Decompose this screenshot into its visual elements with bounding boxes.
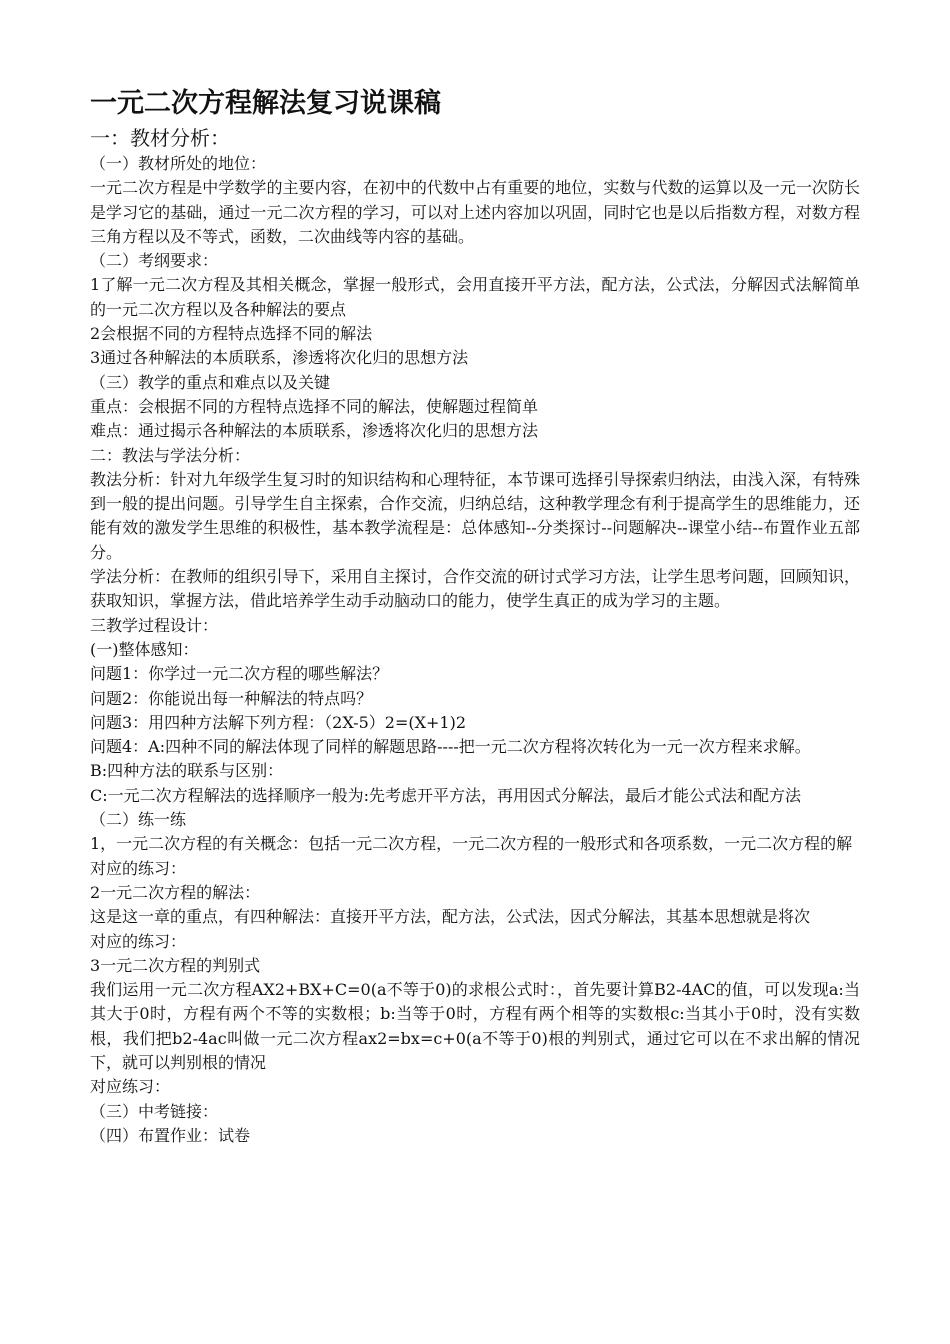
- practice-3-body: 我们运用一元二次方程AX2+BX+C=0(a不等于0)的求根公式时：，首先要计算B2-4AC的值，可以发现a:当其大于0时，方程有两个不等的实数根；b:当等于0时，方程有两个相等的实数根c:当其小于0时，没有实数根，我们把b2-4ac叫做一元二次方程ax2=bx=c+0(a不等于0)根的判别式，通过它可以在不求出解的情况下，就可以判别根的情况: [90, 980, 860, 1072]
- section-heading-2: 二：教法与学法分析：: [90, 445, 251, 465]
- subheading-key-points: （三）教学的重点和难点以及关键: [90, 372, 331, 392]
- question-3: 问题3：用四种方法解下列方程：（2X-5）2=(X+1)2: [90, 712, 466, 732]
- question-4: 问题4：A:四种不同的解法体现了同样的解题思路----把一元二次方程将次转化为一元一次方程来求解。: [90, 737, 811, 757]
- requirement-item-1: 1了解一元二次方程及其相关概念，掌握一般形式，会用直接开平方法，配方法，公式法，分解因式法解简单的一元二次方程以及各种解法的要点: [90, 275, 860, 319]
- subheading-overall: (一)整体感知：: [90, 639, 199, 659]
- difficult-point: 难点：通过揭示各种解法的本质联系，渗透将次化归的思想方法: [90, 421, 539, 441]
- paragraph-teaching-method: 教法分析：针对九年级学生复习时的知识结构和心理特征，本节课可选择引导探索归纳法，由浅入深，有特殊到一般的提出问题。引导学生自主探索，合作交流，归纳总结，这种教学理念有利于提高学生的思维能力，还能有效的激发学生思维的积极性，基本教学流程是：总体感知--分类探讨--问题解决--课堂小结--布置作业五部分。: [90, 469, 860, 562]
- practice-3-exercise: 对应练习：: [90, 1077, 171, 1097]
- practice-3: 3一元二次方程的判别式: [90, 955, 261, 975]
- key-point: 重点：会根据不同的方程特点选择不同的解法，使解题过程简单: [90, 396, 539, 416]
- practice-2: 2一元二次方程的解法：: [90, 882, 261, 902]
- subheading-position: （一）教材所处的地位：: [90, 154, 267, 173]
- question-2: 问题2：你能说出每一种解法的特点吗？: [90, 688, 373, 708]
- practice-1-exercise: 对应的练习：: [90, 858, 187, 878]
- subheading-practice: （二）练一练: [90, 810, 187, 830]
- paragraph-learning-method: 学法分析：在教师的组织引导下，采用自主探讨，合作交流的研讨式学习方法，让学生思考问题，回顾知识，获取知识，掌握方法，借此培养学生动手动脑动口的能力，使学生真正的成为学习的主题。: [90, 567, 860, 611]
- practice-2-body: 这是这一章的重点，有四种解法：直接开平方法，配方法，公式法，因式分解法，其基本思想就是将次: [90, 907, 811, 927]
- requirement-item-3: 3通过各种解法的本质联系，渗透将次化归的思想方法: [90, 348, 469, 368]
- subheading-exam-link: （三）中考链接：: [90, 1101, 219, 1121]
- section-heading-3: 三教学过程设计：: [90, 615, 219, 635]
- practice-2-exercise: 对应的练习：: [90, 931, 187, 951]
- paragraph-position: 一元二次方程是中学数学的主要内容，在初中的代数中占有重要的地位，实数与代数的运算以及一元一次防长是学习它的基础，通过一元二次方程的学习，可以对上述内容加以巩固，同时它也是以后指数方程，对数方程三角方程以及不等式，函数，二次曲线等内容的基础。: [90, 178, 860, 246]
- question-4b: B:四种方法的联系与区别：: [90, 761, 284, 781]
- subheading-requirements: （二）考纲要求：: [90, 251, 219, 271]
- question-4c: C:一元二次方程解法的选择顺序一般为:先考虑开平方法，再用因式分解法，最后才能公式法和配方法: [90, 785, 802, 805]
- practice-1: 1，一元二次方程的有关概念：包括一元二次方程，一元二次方程的一般形式和各项系数，一元二次方程的解: [90, 834, 853, 854]
- document-title: 一元二次方程解法复习说课稿: [90, 88, 441, 119]
- question-1: 问题1：你学过一元二次方程的哪些解法？: [90, 664, 389, 684]
- section-heading-1: 一：教材分析：: [90, 126, 230, 150]
- subheading-homework: （四）布置作业：试卷: [90, 1125, 251, 1145]
- requirement-item-2: 2会根据不同的方程特点选择不同的解法: [90, 324, 373, 344]
